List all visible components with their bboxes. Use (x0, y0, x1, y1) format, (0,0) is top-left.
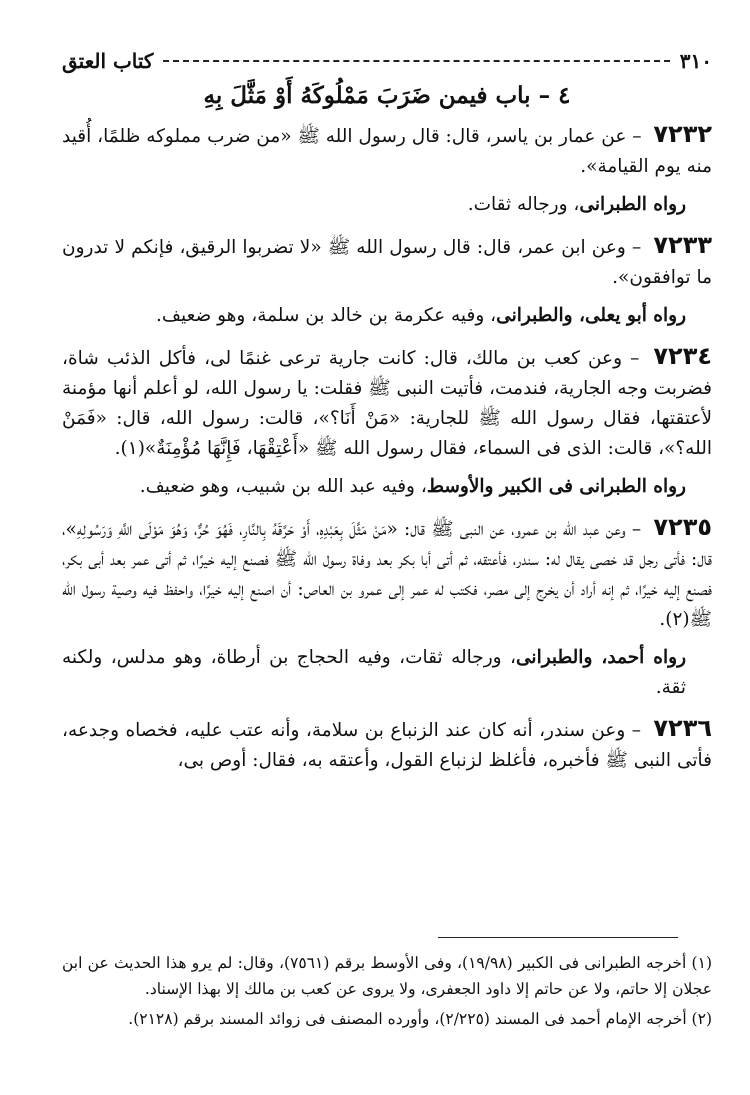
source-rest: ، وفيه عبد الله بن شبيب، وهو ضعيف. (139, 476, 427, 497)
hadith-entry (62, 230, 712, 293)
hadith-number: ٧٢٣٢ (653, 120, 712, 148)
footnote-1: (١) أخرجه الطبرانى فى الكبير (١٩/٩٨)، وفى الأوسط برقم (٧٥٦١)، وقال: لم يرو هذا الحديث عن ابن عجلان إلا حاتم، ولا عن حاتم إلا داود الجعفرى، ولا يروى عن كعب بن مالك إلا بهذا الإسناد. (62, 954, 712, 998)
hadith-source (62, 472, 686, 502)
source-rest: ، ورجاله ثقات. (467, 194, 580, 215)
hadith-number: ٧٢٣٤ (653, 342, 712, 370)
hadith-text: – وعن سندر، أنه كان عند الزنباع بن سلامة، وأنه عتب عليه، فخصاه وجدعه، فأتى النبى ﷺ فأخبره، فأغلظ لزنباع القول، وأعتقه به، فقال: أوص بى، (62, 720, 712, 771)
hadith-entry (62, 512, 712, 635)
footnote-divider (438, 937, 678, 938)
source-lead: رواه الطبرانى (579, 194, 686, 215)
book-title: كتاب العتق (62, 49, 154, 73)
source-rest: ، وفيه عكرمة بن خالد بن سلمة، وهو ضعيف. (155, 305, 497, 326)
page-body (62, 44, 712, 784)
hadith-text: – عن عمار بن ياسر، قال: قال رسول الله ﷺ «من ضرب مملوكه ظلمًا، أُقيد منه يوم القيامة». (62, 126, 712, 177)
hadith-number: ٧٢٣٣ (653, 231, 712, 259)
footnote-2: (٢) أخرجه الإمام أحمد فى المسند (٢/٢٢٥)، وأورده المصنف فى زوائد المسند برقم (٢١٢٨). (128, 1010, 712, 1028)
hadith-text: – وعن عبد الله بن عمرو، عن النبى ﷺ قال: «مَنْ مَثَّلَ بِعَبْدِهِ، أَوْ حَرَّقَهُ بِالنَّارِ، فَهُوَ حُرٌّ، وَهُوَ مَوْلَى اللَّهِ وَرَسُولِهِ»، قال: فأتى رجل قد خصى يقال له: سندر، فأعتقه، ثم أتى أبا بكر بعد وفاة رسول الله ﷺ فصنع إليه خيرًا، ثم أتى عمر بعد أبى بكر، فصنع إليه خيرًا، ثم إنه أراد أن يخرج إلى مصر، فكتب له عمر إلى عمرو بن العاص: أن اصنع إليه خيرًا، واحفظ فيه وصية رسول الله ﷺ(٢). (62, 519, 712, 630)
hadith-entry (62, 713, 712, 776)
source-lead: رواه أبو يعلى، والطبرانى (496, 305, 686, 326)
header-divider (163, 60, 669, 62)
hadith-number: ٧٢٣٦ (653, 714, 712, 742)
hadith-entry (62, 119, 712, 182)
source-rest: ، ورجاله ثقات، وفيه الحجاج بن أرطاة، وهو مدلس، ولكنه ثقة. (62, 647, 686, 698)
page-number: ٣١٠ (679, 49, 712, 73)
chapter-heading: ٤ – باب فيمن ضَرَبَ مَمْلُوكَهُ أَوْ مَثَّلَ بِهِ (203, 82, 571, 109)
hadith-source (62, 301, 686, 331)
hadith-text: – وعن كعب بن مالك، قال: كانت جارية ترعى غنمًا لى، فأكل الذئب شاة، فضربت وجه الجارية، فندمت، فأتيت النبى ﷺ فقلت: يا رسول الله، لو أعلم أنها مؤمنة لأعتقتها، فقال رسول الله ﷺ للجارية: «مَنْ أَنَا؟»، قالت: رسول الله، قال: «فَمَنْ الله؟»، قالت: الذى فى السماء، فقال رسول الله ﷺ «أَعْتِقْهَا، فَإِنَّهَا مُؤْمِنَةٌ»(١). (62, 348, 712, 459)
hadith-text: – وعن ابن عمر، قال: قال رسول الله ﷺ «لا تضربوا الرقيق، فإنكم لا تدرون ما توافقون». (62, 237, 712, 288)
running-header (62, 44, 712, 78)
source-lead: رواه أحمد، والطبرانى (516, 647, 687, 668)
source-lead: رواه الطبرانى فى الكبير والأوسط (426, 476, 686, 497)
hadith-source (62, 190, 686, 220)
hadith-source (62, 643, 686, 703)
footnotes (62, 950, 712, 1036)
hadith-number: ٧٢٣٥ (653, 513, 712, 541)
hadith-entry (62, 341, 712, 464)
